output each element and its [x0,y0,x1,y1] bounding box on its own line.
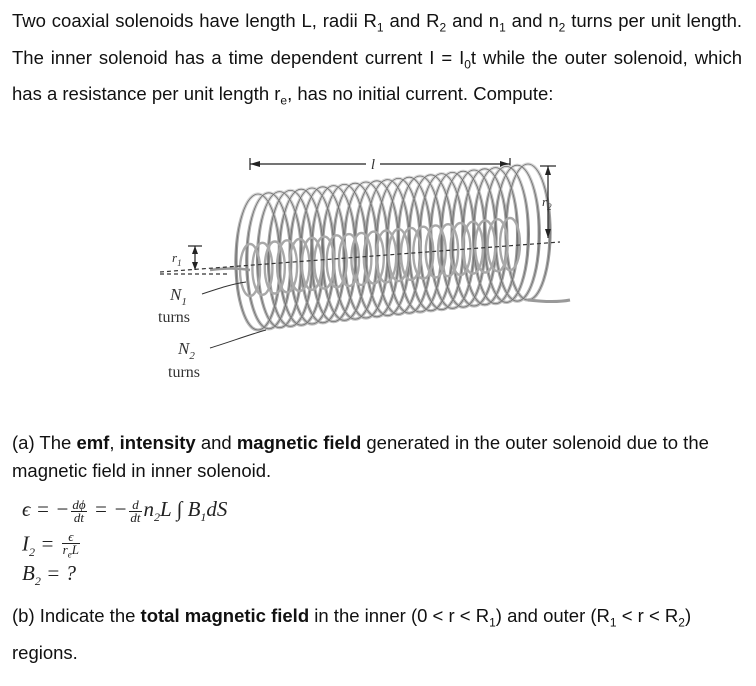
svg-text:r2: $r_2$ [542,194,552,212]
solenoid-figure [150,150,590,390]
svg-text:N1: $N_1$ [170,285,187,308]
equation-emf: ϵ = − $\frac{d\phi}{dt}$ = − $\frac{d}{dt}$ $n_2L$ ∫ $B_1dS$ [22,496,228,525]
part-a: (a) The emf, intensity and magnetic field generated in the outer solenoid due to the magnetic field in inner solenoid. [12,432,709,481]
svg-text:N2: $N_2$ [178,339,195,362]
r1-dimension [172,246,202,270]
equation-current: $I_2$ = $\frac{\epsilon}{r_eL}$ [22,529,79,560]
part-b: (b) Indicate the total magnetic field in the inner $(0 < r < R_1)$ and outer $(R_1 < r < R_2)$ regions. [12,605,692,663]
svg-text:turns: turns [158,309,190,326]
length-label: l [370,157,376,173]
n1-label [158,282,246,326]
equation-field: $B_2$ = ? [22,561,76,589]
svg-text:r1: $r_1$ [172,250,182,268]
svg-text:turns: turns [168,364,200,381]
problem-statement: Two coaxial solenoids have length L, radii $R_1$ and $R_2$ and $n_1$ and $n_2$ turns per unit length. The inner solenoid has a time dependent current $I = I_0t$ while the outer solenoid, which has a resistance per unit length $r_e$, has no initial current. Compute: [12,10,743,109]
n2-label [168,330,266,381]
